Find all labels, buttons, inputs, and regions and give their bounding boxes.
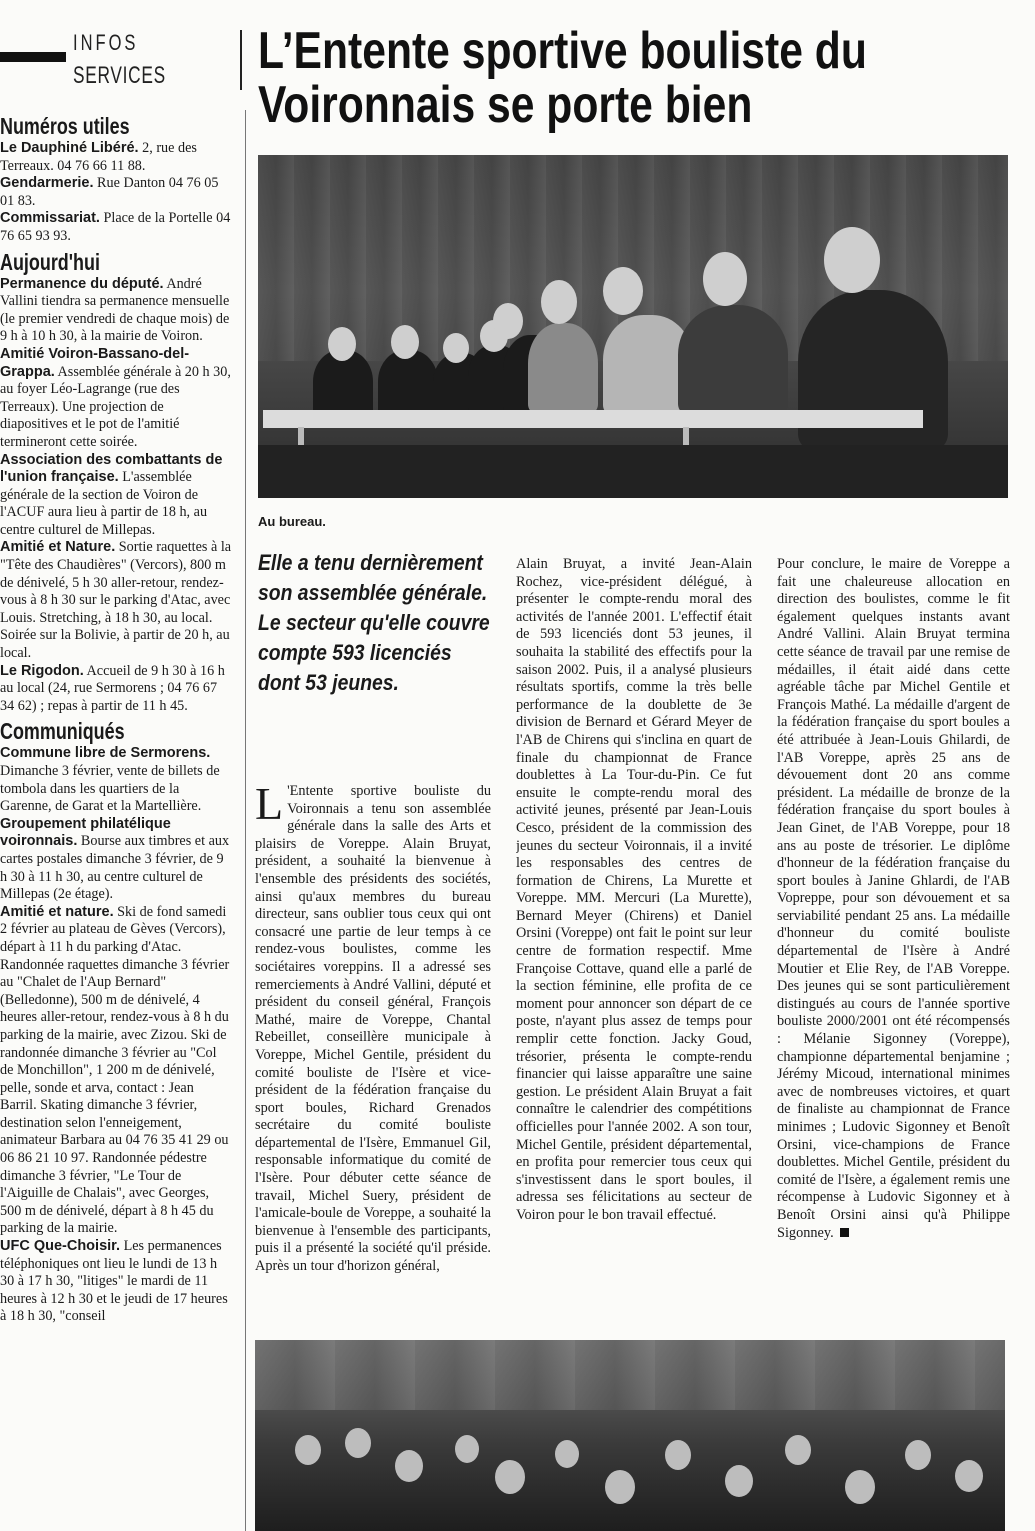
info-entry xyxy=(0,663,232,716)
photo-face xyxy=(391,325,419,359)
entry-title: Amitié et nature. xyxy=(0,903,114,920)
entry-text: Place de la Portelle 04 76 65 93 93. xyxy=(0,210,231,244)
entry-text: L'assemblée générale de la section de Voiron de l'ACUF aura lieu à partir de 18 h, au centre culturel de Millepas. xyxy=(0,469,208,538)
photo-table xyxy=(263,410,923,428)
article-column-1 xyxy=(255,783,491,1323)
photo-face xyxy=(905,1440,931,1470)
info-entry xyxy=(0,276,232,346)
drop-cap: L xyxy=(255,783,284,829)
photo-panel-at-table xyxy=(258,155,1008,498)
column-divider xyxy=(245,110,246,1531)
entry-title: Commissariat. xyxy=(0,210,100,227)
photo-face xyxy=(605,1470,635,1504)
photo-face xyxy=(495,1460,525,1494)
entry-text: André Vallini tiendra sa permanence mensuelle (le premier vendredi de chaque mois) de 9 h à 10 h 30, à la mairie de Voiron. xyxy=(0,275,230,345)
photo-person xyxy=(678,305,788,415)
article-text: 'Entente sportive bouliste du Voironnais a tenu son assemblée générale dans la salle des Arts et plaisirs de Voreppe. Alain Bruyat, président, a souhaité la bienvenue à l'ensemble des présidents des sociétés, ainsi qu'aux membres du bureau directeur, sans oublier tous ceux qui ont consacré une partie de leur temps à ce rendez-vous boulistes, comme les sociétaires voreppins. Il a adressé ses remerciements à André Vallini, député et président du conseil général, François Mathé, maire de Voreppe, Chantal Rebeillet, conseillère municipale à Voreppe, Michel Gentile, président du comité bouliste de l'Isère et vice-président de la fédération française du sport boules, Richard Grenados secrétaire du comité bouliste départemental de l'Isère, Emmanuel Gil, responsable informatique du comité de l'Isère. Pour débuter cette séance de travail, Michel Suery, président de l'amicale-boule de Voreppe, a souhaité la bienvenue à l'ensemble des participants, puis il a présenté la société qu'il préside. Après un tour d'horizon général, xyxy=(255,783,491,1275)
photo-face xyxy=(955,1460,983,1492)
entry-text: Assemblée générale à 20 h 30, au foyer Léo-Lagrange (rue des Terreaux). Une projection de diapositives et le pot de l'amitié termineront cette soirée. xyxy=(0,363,231,450)
section-title: Communiqués xyxy=(0,718,125,745)
entry-title: UFC Que-Choisir. xyxy=(0,1238,121,1255)
photo-face xyxy=(785,1435,811,1465)
entry-title: Permanence du député. xyxy=(0,275,164,292)
info-entry xyxy=(0,904,232,1238)
section-communiques xyxy=(0,717,232,1326)
section-aujourdhui xyxy=(0,248,232,716)
article-headline: L’Entente sportive bouliste du Voironnais se porte bien xyxy=(258,22,867,134)
info-entry xyxy=(0,452,232,540)
article-text: Pour conclure, le maire de Voreppe a fait une chaleureuse allocation en direction des boulistes, comme le fit également quelques instants avant André Vallini. Alain Bruyat termina cette séance de travail par une remise de médailles, il était aidé dans cette agréable tâche par Michel Gentile et François Mathé. La médaille d'argent de la fédération française du sport boules a été attribuée à Jean-Louis Ghilardi, de l'AB Voreppe, après 25 ans de dévouement dont 20 ans comme président. La médaille de bronze de la fédération française du sport boules à Jean Ginet, de l'AB Voreppe, pour 18 ans au poste de trésorier. Le diplôme d'honneur de la fédération française du sport boules à Janine Ghlardi, de l'AB Vopreppe, pour son dévouement et sa serviabilité pendant 25 ans. La médaille d'honneur du comité bouliste départemental de l'Isère à André Moutier et Elie Rey, de l'AB Voreppe. Des jeunes qui se sont particulièrement distingués au cours de l'année sportive bouliste 2000/2001 ont été récompensés : Mélanie Sigonney (Voreppe), championne départemental benjamine ; Jérémy Micoud, international minimes avec de nombreuses victoires, et quart de finaliste au championnat de France minimes ; Ludovic Sigonney et Benoît Orsini, vice-champions de France doublettes. Michel Gentile, président du comité de l'Isère, a également remis une récompense à Ludovic Sigonney et à Benoît Orsini ainsi qu'à Philippe Sigonney. xyxy=(777,556,1010,1241)
photo-face xyxy=(824,227,880,293)
photo-floor xyxy=(258,445,1008,498)
entry-text: Accueil de 9 h 30 à 16 h au local (24, rue Sermorens ; 04 76 67 34 62) ; repas à partir de 11 h 45. xyxy=(0,662,225,714)
photo-face xyxy=(845,1470,875,1504)
info-entry xyxy=(0,816,232,904)
photo-face xyxy=(703,252,747,306)
end-mark xyxy=(840,1228,849,1237)
photo-face xyxy=(555,1440,579,1468)
photo-face xyxy=(395,1450,423,1482)
photo-face xyxy=(493,303,523,339)
photo-face xyxy=(603,267,643,315)
entry-text: Dimanche 3 février, vente de billets de tombola dans les quartiers de la Garenne, de Garat et la Martellière. xyxy=(0,763,220,815)
info-entry xyxy=(0,745,232,815)
photo-audience xyxy=(255,1340,1005,1531)
article-column-3 xyxy=(777,556,1010,1316)
entry-title: Gendarmerie. xyxy=(0,175,94,192)
entry-text: 2, rue des Terreaux. 04 76 66 11 88. xyxy=(0,140,197,174)
photo-wall xyxy=(255,1340,1005,1410)
section-title: Numéros utiles xyxy=(0,113,130,139)
entry-text: Sortie raquettes à la "Tête des Chaudières" (Vercors), 800 m de dénivelé, 5 h 30 aller-retour, rendez-vous à 8 h 30 sur le parking d'Atac, avec Louis. Stretching, à 18 h 30, au local. Soirée sur la Bolivie, à partir de 20 h, au local. xyxy=(0,539,232,662)
section-title: Aujourd'hui xyxy=(0,248,100,275)
photo-face xyxy=(345,1428,371,1458)
photo-face xyxy=(455,1435,479,1463)
entry-title: Commune libre de Sermorens. xyxy=(0,745,211,762)
photo-face xyxy=(295,1435,321,1465)
entry-title: Le Dauphiné Libéré. xyxy=(0,140,139,156)
rubric-divider xyxy=(240,30,242,90)
rubric-bar xyxy=(0,52,66,62)
entry-text: Bourse aux timbres et aux cartes postales dimanche 3 février, de 9 h 30 à 11 h 30, au centre culturel de Millepas (2e étage). xyxy=(0,833,230,903)
rubric-infos: INFOS xyxy=(73,30,139,55)
section-numeros-utiles xyxy=(0,112,232,246)
photo-face xyxy=(541,280,577,324)
infos-services-column xyxy=(0,110,232,1531)
photo-caption: Au bureau. xyxy=(258,514,326,529)
entry-title: Amitié et Nature. xyxy=(0,539,116,556)
photo-face xyxy=(665,1440,691,1470)
photo-person xyxy=(528,323,598,413)
info-entry xyxy=(0,210,232,245)
info-entry xyxy=(0,346,232,452)
photo-face xyxy=(443,333,469,363)
entry-title: Le Rigodon. xyxy=(0,662,84,679)
article-column-2: Alain Bruyat, a invité Jean-Alain Rochez, vice-président délégué, à présenter le compte-rendu moral des activités de l'année 2001. L'effectif était de 593 licenciés dont 53 jeunes, il souhaita la stabilité des effectifs pour la saison 2002. Puis, il a analysé plusieurs résultats sportifs, comme la très belle performance de la doublette de 3e division de Bernard et Gérard Meyer de l'AB de Chirens qui s'inclina en quart de finale du championnat de France doublettes à La Tour-du-Pin. Ce fut ensuite le compte-rendu moral des activité jeunes, présenté par Jean-Louis Cesco, président de la commission des jeunes du secteur Voironnais, il a invité les responsables des centres de formation de Chirens, La Murette et Voreppe. MM. Mercuri (La Murette), Bernard Meyer (Chirens) et Daniel Orsini (Voreppe) ont fait le point sur leur centre de formation respectif. Mme Françoise Cottave, quand elle a parlé de la section féminine, elle profita de ce moment pour annoncer son départ de ce poste, n'ayant plus assez de temps pour remplir cette fonction. Jacky Goud, trésorier, présenta le compte-rendu financier qui laisse apparaître une saine gestion. Le président Alain Bruyat a fait connaître le calendrier des compétitions officielles pour l'année 2002. A son tour, Michel Gentile, président départemental, en profita pour remercier tous ceux qui s'investissent dans le sport boules, il adressa ses félicitations au secteur de Voiron pour le bon travail effectué. xyxy=(516,556,752,1223)
info-entry xyxy=(0,539,232,662)
entry-title: Groupement philatélique voironnais. xyxy=(0,815,171,850)
info-entry xyxy=(0,175,232,210)
photo-face xyxy=(725,1465,753,1497)
entry-text: Ski de fond samedi 2 février au plateau de Gèves (Vercors), départ à 11 h du parking d'Atac. Randonnée raquettes dimanche 3 février au "Chalet de l'Aup Bernard" (Belledonne), 500 m de dénivelé, 4 heures aller-retour, rendez-vous à 8 h du parking de la mairie, avec Zizou. Ski de randonnée dimanche 3 février au "Col de Monchillon", 1 200 m de dénivelé, pelle, sonde et arva, contact : Jean Barril. Skating dimanche 3 février, destination selon l'enneigement, animateur Barbara au 04 76 35 41 29 ou 06 86 21 10 97. Randonnée pédestre dimanche 3 février, "Le Tour de l'Aiguille de Chalais", avec Georges, 500 m de dénivelé, départ à 8 h 45 du parking de la mairie. xyxy=(0,903,230,1237)
entry-text: Les permanences téléphoniques ont lieu le lundi de 13 h 30 à 17 h 30, "litiges" le mardi de 11 heures à 12 h 30 et le jeudi de 17 heures à 18 h 30, "conseil xyxy=(0,1238,228,1325)
article-lead: Elle a tenu dernièrement son assemblée générale. Le secteur qu'elle couvre compte 593 licenciés dont 53 jeunes. xyxy=(258,550,490,695)
entry-title: Amitié Voiron-Bassano-del-Grappa. xyxy=(0,345,190,380)
rubric-services: SERVICES xyxy=(73,62,166,89)
entry-text: Rue Danton 04 76 05 01 83. xyxy=(0,175,219,209)
info-entry xyxy=(0,1238,232,1326)
entry-title: Association des combattants de l'union française. xyxy=(0,451,223,486)
info-entry xyxy=(0,140,232,175)
photo-face xyxy=(328,327,356,361)
